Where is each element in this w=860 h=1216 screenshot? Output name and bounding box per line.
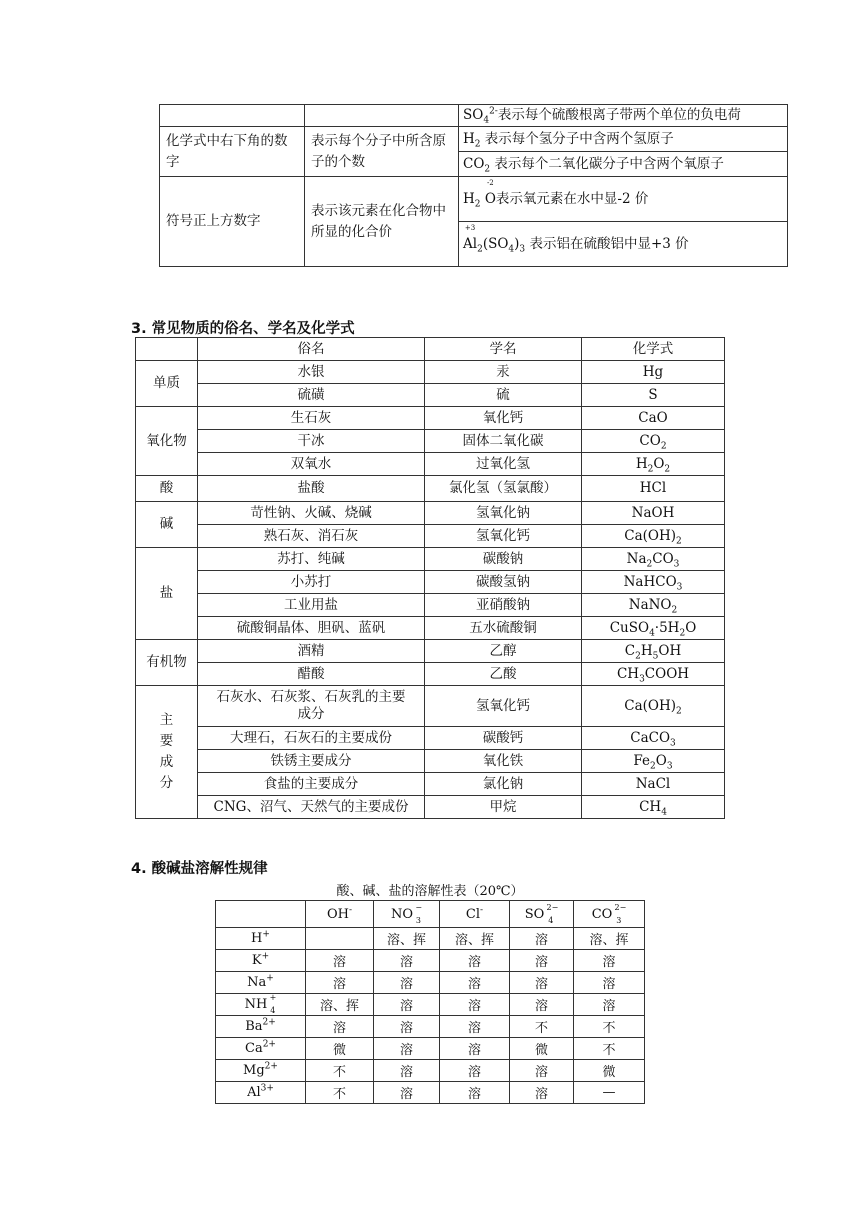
scientific-name: 碳酸钙 <box>425 727 582 750</box>
table-row <box>136 361 725 384</box>
cation-k: K+ <box>216 950 306 972</box>
solubility-cell <box>306 928 374 950</box>
solubility-cell: 溶 <box>510 928 574 950</box>
solubility-cell: 溶、挥 <box>440 928 510 950</box>
solubility-cell: 溶 <box>574 972 645 994</box>
solubility-cell: 溶 <box>510 1082 574 1104</box>
table-cell <box>160 105 305 127</box>
group-label: 氧化物 <box>136 407 198 476</box>
cation-na: Na+ <box>216 972 306 994</box>
table-header-row <box>136 338 725 361</box>
anion-header-row <box>216 901 645 928</box>
common-name: 石灰水、石灰浆、石灰乳的主要成分 <box>198 686 425 727</box>
solubility-cell: 溶、挥 <box>306 994 374 1016</box>
valence-mark: -2 <box>486 178 494 187</box>
solubility-cell: 溶 <box>574 994 645 1016</box>
common-name: 醋酸 <box>198 663 425 686</box>
scientific-name: 氢氧化钙 <box>425 525 582 548</box>
table-cell <box>305 105 459 127</box>
table-row <box>136 430 725 453</box>
formula: NaNO$_2$ <box>582 594 725 617</box>
common-name: 硫磺 <box>198 384 425 407</box>
table-row <box>136 476 725 502</box>
table-row <box>136 727 725 750</box>
solubility-cell: 溶、挥 <box>374 928 440 950</box>
table-row <box>216 994 645 1016</box>
formula: $Ca(OH)_2$ <box>582 686 725 727</box>
group-label: 单质 <box>136 361 198 407</box>
scientific-name: 甲烷 <box>425 796 582 819</box>
anion-no3: NO − 3 <box>374 901 440 928</box>
water-valence-example: $H_2$ O -2 表示氧元素在水中显-2 价 <box>459 177 788 222</box>
solubility-cell: 溶 <box>306 972 374 994</box>
group-label: 碱 <box>136 502 198 548</box>
table-header: 学名 <box>425 338 582 361</box>
aluminium-valence-example: Al +3 $_2(SO_4)_3$ 表示铝在硫酸铝中显+3 价 <box>459 222 788 267</box>
formula: $CH_4$ <box>582 796 725 819</box>
cation-nh4: NH + 4 <box>216 994 306 1016</box>
table-row <box>216 928 645 950</box>
table-corner <box>216 901 306 928</box>
group-label: 盐 <box>136 548 198 640</box>
formula: $Ca(OH)_2$ <box>582 525 725 548</box>
common-name: 苛性钠、火碱、烧碱 <box>198 502 425 525</box>
solubility-cell: 溶 <box>440 1060 510 1082</box>
anion-so4: SO 2− 4 <box>510 901 574 928</box>
solubility-cell: 溶 <box>440 1038 510 1060</box>
valence-mark: +3 <box>464 223 476 232</box>
scientific-name: 碳酸钠 <box>425 548 582 571</box>
table-row <box>216 1060 645 1082</box>
scientific-name: 亚硝酸钠 <box>425 594 582 617</box>
scientific-name: 氯化氢（氢氯酸） <box>425 476 582 502</box>
scientific-name: 汞 <box>425 361 582 384</box>
solubility-cell: 溶 <box>440 994 510 1016</box>
superscript-number-label: 符号正上方数字 <box>160 177 305 267</box>
common-name: 双氧水 <box>198 453 425 476</box>
common-name: 食盐的主要成分 <box>198 773 425 796</box>
formula: Hg <box>582 361 725 384</box>
table-header: 化学式 <box>582 338 725 361</box>
formula: NaHCO$_3$ <box>582 571 725 594</box>
hydrogen-example: $H_2$ 表示每个氢分子中含两个氢原子 <box>459 127 788 152</box>
table-row <box>136 502 725 525</box>
solubility-cell: 溶 <box>440 1082 510 1104</box>
carbon-dioxide-example: $CO_2$ 表示每个二氧化碳分子中含两个氧原子 <box>459 152 788 177</box>
section-3-heading: 3. 常见物质的俗名、学名及化学式 <box>131 321 355 337</box>
table-header <box>136 338 198 361</box>
table-row <box>216 1016 645 1038</box>
table-row <box>160 177 788 222</box>
table-row <box>136 571 725 594</box>
table-row <box>136 384 725 407</box>
cation-mg: $Mg^{2+}$ <box>216 1060 306 1082</box>
table-row <box>136 594 725 617</box>
solubility-cell: 溶 <box>374 972 440 994</box>
solubility-cell: 溶 <box>374 994 440 1016</box>
subscript-number-label: 化学式中右下角的数字 <box>160 127 305 177</box>
table-row <box>136 525 725 548</box>
common-name: 熟石灰、消石灰 <box>198 525 425 548</box>
common-name: 酒精 <box>198 640 425 663</box>
group-label: 有机物 <box>136 640 198 686</box>
common-name: 水银 <box>198 361 425 384</box>
solubility-cell: 溶 <box>374 1038 440 1060</box>
formula: NaOH <box>582 502 725 525</box>
cation-ca: $Ca^{2+}$ <box>216 1038 306 1060</box>
scientific-name: 乙醇 <box>425 640 582 663</box>
scientific-name: 碳酸氢钠 <box>425 571 582 594</box>
scientific-name: 硫 <box>425 384 582 407</box>
table-row <box>160 105 788 127</box>
solubility-cell: 溶、挥 <box>574 928 645 950</box>
cation-h: H+ <box>216 928 306 950</box>
scientific-name: 氯化钠 <box>425 773 582 796</box>
solubility-cell: 微 <box>306 1038 374 1060</box>
solubility-cell: 不 <box>306 1060 374 1082</box>
section-4-heading: 4. 酸碱盐溶解性规律 <box>131 861 268 877</box>
table-row <box>136 407 725 430</box>
table-row <box>136 548 725 571</box>
table-header: 俗名 <box>198 338 425 361</box>
scientific-name: 乙酸 <box>425 663 582 686</box>
common-name: 铁锈主要成分 <box>198 750 425 773</box>
solubility-cell: 微 <box>574 1060 645 1082</box>
table-row <box>136 686 725 727</box>
scientific-name: 氢氧化钠 <box>425 502 582 525</box>
solubility-table <box>215 900 645 1104</box>
table-row <box>136 617 725 640</box>
common-name: 工业用盐 <box>198 594 425 617</box>
cation-al: $Al^{3+}$ <box>216 1082 306 1104</box>
solubility-cell: 溶 <box>510 994 574 1016</box>
formula: CaO <box>582 407 725 430</box>
formula: $C_2H_5OH$ <box>582 640 725 663</box>
group-label-main-components: 主 要 成 分 <box>136 686 198 819</box>
symbol-meaning-table <box>159 104 788 267</box>
solubility-cell: 溶 <box>510 1060 574 1082</box>
common-name: 硫酸铜晶体、胆矾、蓝矾 <box>198 617 425 640</box>
table-row <box>136 773 725 796</box>
solubility-cell: 溶 <box>306 1016 374 1038</box>
formula: $Na_2CO_3$ <box>582 548 725 571</box>
table-row <box>136 796 725 819</box>
table-row <box>136 640 725 663</box>
formula: CaCO$_3$ <box>582 727 725 750</box>
solubility-cell: 溶 <box>374 1082 440 1104</box>
common-name: CNG、沼气、天然气的主要成份 <box>198 796 425 819</box>
solubility-cell: 溶 <box>510 972 574 994</box>
formula: $H_2O_2$ <box>582 453 725 476</box>
common-name: 大理石，石灰石的主要成份 <box>198 727 425 750</box>
anion-co3: CO 2− 3 <box>574 901 645 928</box>
solubility-cell: 不 <box>574 1038 645 1060</box>
table-row <box>136 750 725 773</box>
scientific-name: 五水硫酸铜 <box>425 617 582 640</box>
table-row <box>216 972 645 994</box>
common-name: 苏打、纯碱 <box>198 548 425 571</box>
formula: $CH_3COOH$ <box>582 663 725 686</box>
solubility-cell: 溶 <box>574 950 645 972</box>
common-name: 干冰 <box>198 430 425 453</box>
solubility-table-caption: 酸、碱、盐的溶解性表（20℃） <box>336 884 524 899</box>
formula: NaCl <box>582 773 725 796</box>
table-row <box>136 663 725 686</box>
solubility-cell: 溶 <box>374 950 440 972</box>
scientific-name: 氧化铁 <box>425 750 582 773</box>
cation-ba: $Ba^{2+}$ <box>216 1016 306 1038</box>
subscript-number-meaning: 表示每个分子中所含原子的个数 <box>305 127 459 177</box>
table-row <box>160 127 788 152</box>
formula: S <box>582 384 725 407</box>
scientific-name: 过氧化氢 <box>425 453 582 476</box>
formula: $CuSO_4\cdot 5H_2O$ <box>582 617 725 640</box>
solubility-cell: 溶 <box>440 950 510 972</box>
table-row <box>136 453 725 476</box>
solubility-cell: 溶 <box>510 950 574 972</box>
solubility-cell: 溶 <box>440 1016 510 1038</box>
solubility-cell: 不 <box>306 1082 374 1104</box>
anion-cl: Cl- <box>440 901 510 928</box>
solubility-cell: — <box>574 1082 645 1104</box>
table-row <box>216 1038 645 1060</box>
common-name: 生石灰 <box>198 407 425 430</box>
superscript-number-meaning: 表示该元素在化合物中所显的化合价 <box>305 177 459 267</box>
formula: HCl <box>582 476 725 502</box>
formula: $Fe_2O_3$ <box>582 750 725 773</box>
anion-oh: OH- <box>306 901 374 928</box>
solubility-cell: 溶 <box>374 1060 440 1082</box>
scientific-name: 氢氧化钙 <box>425 686 582 727</box>
table-row <box>216 950 645 972</box>
solubility-cell: 不 <box>574 1016 645 1038</box>
solubility-cell: 微 <box>510 1038 574 1060</box>
table-row <box>216 1082 645 1104</box>
solubility-cell: 溶 <box>374 1016 440 1038</box>
common-name: 盐酸 <box>198 476 425 502</box>
scientific-name: 固体二氧化碳 <box>425 430 582 453</box>
common-name: 小苏打 <box>198 571 425 594</box>
scientific-name: 氧化钙 <box>425 407 582 430</box>
common-substances-table <box>135 337 725 819</box>
formula: $CO_2$ <box>582 430 725 453</box>
sulfate-charge-example: $SO_4^{2-}$表示每个硫酸根离子带两个单位的负电荷 <box>459 105 788 127</box>
solubility-cell: 溶 <box>306 950 374 972</box>
solubility-cell: 溶 <box>440 972 510 994</box>
group-label: 酸 <box>136 476 198 502</box>
solubility-cell: 不 <box>510 1016 574 1038</box>
